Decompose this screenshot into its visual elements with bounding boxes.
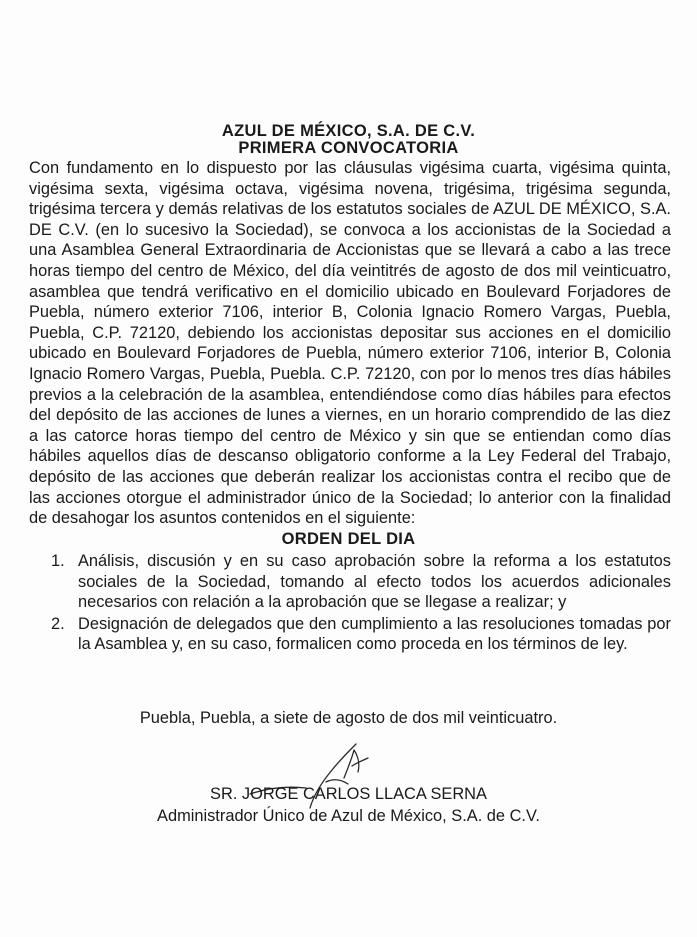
agenda-item-number: 1. <box>51 552 65 570</box>
agenda-item-number: 2. <box>51 614 65 633</box>
agenda-item <box>29 551 671 613</box>
agenda-item-text: Designación de delegados que den cumplimiento a las resoluciones tomadas por la Asamblea y, en su caso, formalicen como proceda en los términos de ley. <box>78 614 671 654</box>
signer-role: Administrador Único de Azul de México, S.A. de C.V. <box>157 807 540 825</box>
signer-name: SR. JORGE CARLOS LLACA SERNA <box>210 785 487 803</box>
agenda-item-text: Análisis, discusión y en su caso aprobación sobre la reforma a los estatutos sociales de la Sociedad, tomando al efecto todos los acuerdos adicionales necesarios con relación a la aprobación que se llegase a realizar; y <box>78 552 671 612</box>
convocation-heading: PRIMERA CONVOCATORIA <box>238 139 459 157</box>
agenda-item <box>29 614 671 655</box>
agenda-list <box>29 551 671 655</box>
body-paragraph: Con fundamento en lo dispuesto por las cláusulas vigésima cuarta, vigésima quinta, vigésima sexta, vigésima octava, vigésima novena, trigésima, trigésima segunda, trigésima tercera y demás relativas de los estatutos sociales de AZUL DE MÉXICO, S.A. DE C.V. (en lo sucesivo la Sociedad), se convoca a los accionistas de la Sociedad a una Asamblea General Extraordinaria de Accionistas que se llevará a cabo a las trece horas tiempo del centro de México, del día veintitrés de agosto de dos mil veinticuatro, asamblea que tendrá verificativo en el domicilio ubicado en Boulevard Forjadores de Puebla, número exterior 7106, interior B, Colonia Ignacio Romero Vargas, Puebla, Puebla, C.P. 72120, debiendo los accionistas depositar sus acciones en el domicilio ubicado en Boulevard Forjadores de Puebla, número exterior 7106, interior B, Colonia Ignacio Romero Vargas, Puebla, Puebla. C.P. 72120, con por lo menos tres días hábiles previos a la celebración de la asamblea, entendiéndose como días hábiles para efectos del depósito de las acciones de lunes a viernes, en un horario comprendido de las diez a las catorce horas tiempo del centro de México y sin que se entiendan como días hábiles aquellos días de descanso obligatorio conforme a la Ley Federal del Trabajo, depósito de las acciones que deberán realizar los accionistas contra el recibo que de las acciones otorgue el administrador único de la Sociedad; lo anterior con la finalidad de desahogar los asuntos contenidos en el siguiente: <box>29 159 671 528</box>
agenda-heading: ORDEN DEL DIA <box>281 530 416 548</box>
place-and-date: Puebla, Puebla, a siete de agosto de dos mil veinticuatro. <box>139 709 558 727</box>
company-heading: AZUL DE MÉXICO, S.A. DE C.V. <box>221 122 476 140</box>
